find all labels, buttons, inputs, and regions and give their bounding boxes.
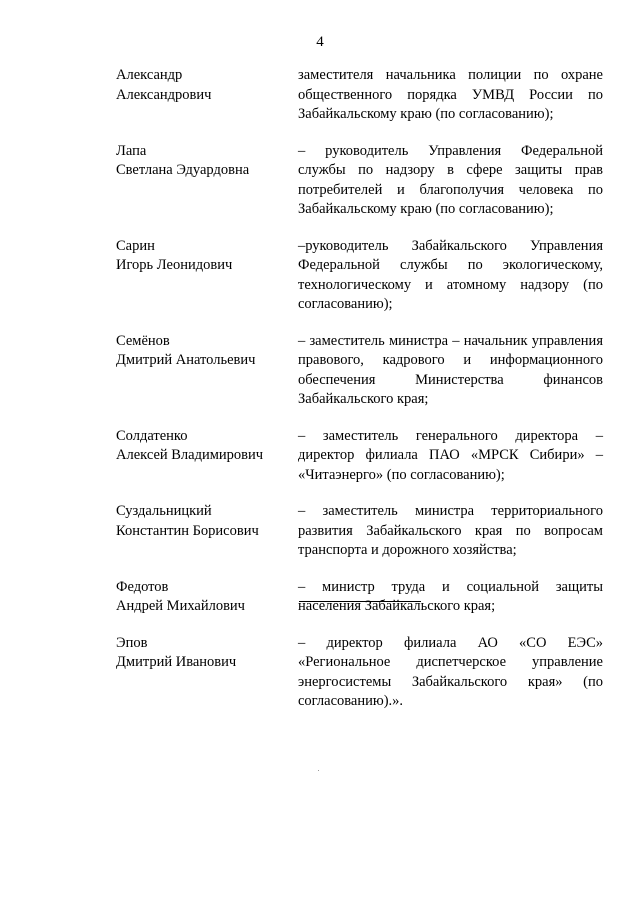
member-position: –руководитель Забайкальского Управления Федеральной службы по экологическому, технологическому и атомному надзору (по согласованию); <box>298 237 603 312</box>
list-item <box>116 502 606 561</box>
member-surname: Солдатенко <box>116 427 188 444</box>
list-item <box>116 427 606 486</box>
member-name <box>116 237 298 276</box>
member-position: – заместитель генерального директора – директор филиала ПАО «МРСК Сибири» – «Читаэнерго» (по согласованию); <box>298 427 603 483</box>
member-surname: Лапа <box>116 142 147 159</box>
member-surname: Александр <box>116 67 183 83</box>
member-given-names: Алексей Владимирович <box>116 447 264 463</box>
member-list <box>116 66 606 729</box>
member-given-names: Константин Борисович <box>116 522 259 539</box>
scan-speck <box>318 770 319 771</box>
member-surname: Семёнов <box>116 332 170 349</box>
list-item <box>116 332 606 410</box>
closing-rule <box>299 601 421 602</box>
list-item <box>116 142 606 220</box>
member-given-names: Светлана Эдуардовна <box>116 162 250 178</box>
member-position: – заместитель министра – начальник управления правового, кадрового и информационного обеспечения Министерства финансов Забайкальского края; <box>298 332 603 407</box>
list-item <box>116 634 606 712</box>
member-given-names: Дмитрий Иванович <box>116 654 237 670</box>
member-position: заместителя начальника полиции по охране общественного порядка УМВД России по Забайкальскому краю (по согласованию); <box>298 67 603 122</box>
member-surname: Суздальницкий <box>116 503 212 519</box>
member-position: – заместитель министра территориального развития Забайкальского края по вопросам транспорта и дорожного хозяйства; <box>298 503 603 558</box>
member-surname: Федотов <box>116 578 169 595</box>
member-name <box>116 634 298 673</box>
list-item <box>116 237 606 315</box>
list-item <box>116 66 606 125</box>
page-number: 4 <box>316 34 324 50</box>
member-surname: Эпов <box>116 634 148 651</box>
member-position: – руководитель Управления Федеральной службы по надзору в сфере защиты прав потребителей и благополучия человека по Забайкальскому краю (по согласованию); <box>298 142 603 217</box>
member-given-names: Дмитрий Анатольевич <box>116 352 256 368</box>
member-given-names: Игорь Леонидович <box>116 257 233 273</box>
member-given-names: Андрей Михайлович <box>116 598 245 614</box>
list-item <box>116 578 606 617</box>
member-name <box>116 332 298 371</box>
member-name <box>116 578 298 617</box>
member-surname: Сарин <box>116 237 155 254</box>
member-position: – директор филиала АО «СО ЕЭС» «Региональное диспетчерское управление энергосистемы Забайкальского края» (по согласованию).». <box>298 634 603 709</box>
member-name <box>116 427 298 466</box>
member-given-names: Александрович <box>116 86 212 103</box>
member-name <box>116 66 298 105</box>
member-name <box>116 502 298 541</box>
member-position: – министр труда и социальной защиты населения Забайкальского края; <box>298 578 603 614</box>
member-name <box>116 142 298 181</box>
